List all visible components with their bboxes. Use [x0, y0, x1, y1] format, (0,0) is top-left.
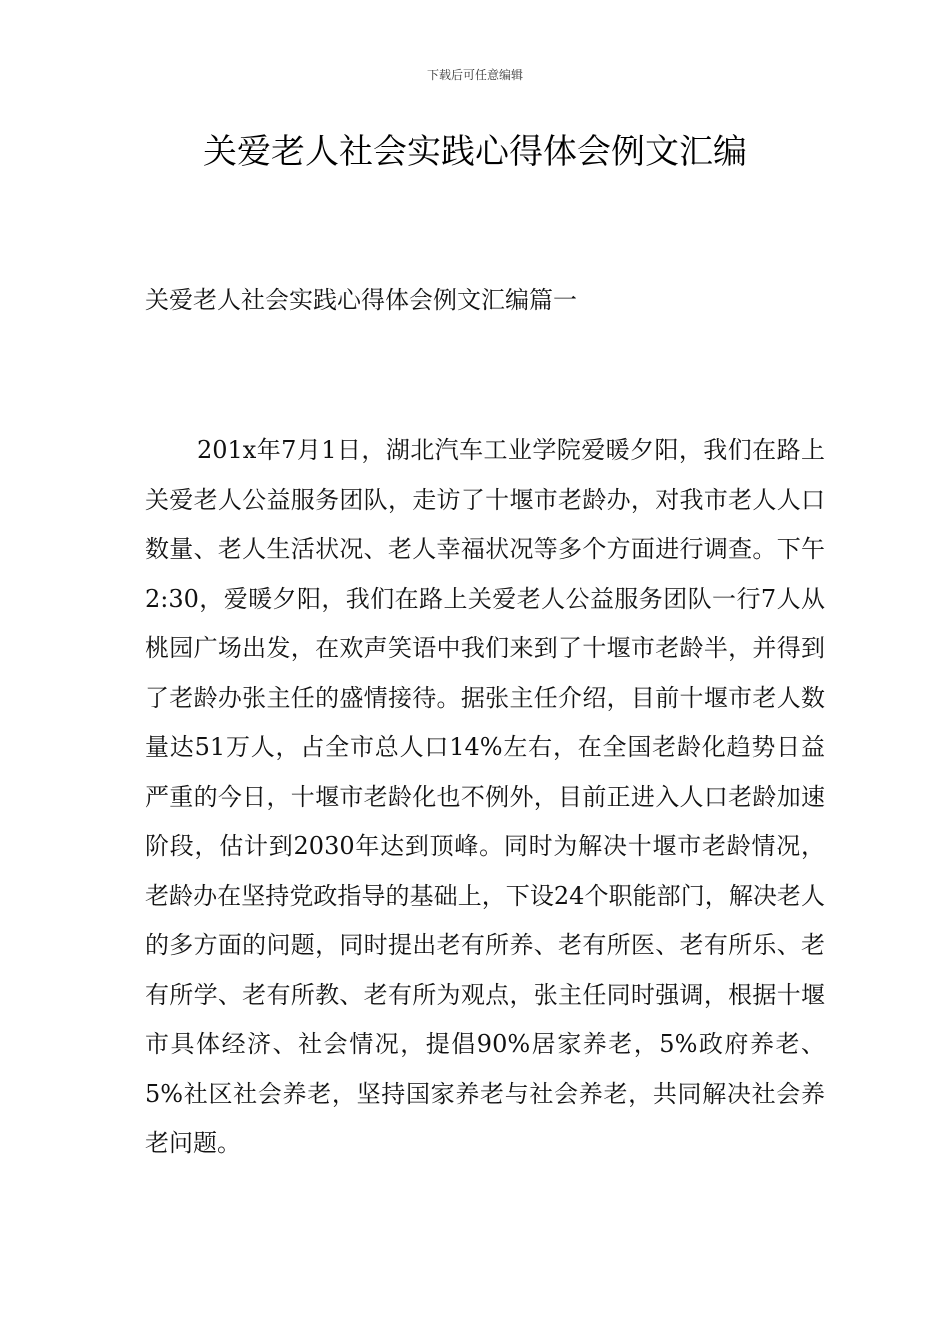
section-heading: 关爱老人社会实践心得体会例文汇编篇一 [145, 286, 577, 314]
body-paragraph: 201x年7月1日，湖北汽车工业学院爱暖夕阳，我们在路上关爱老人公益服务团队，走访了十堰市老龄办，对我市老人人口数量、老人生活状况、老人幸福状况等多个方面进行调查。下午2:30，爱暖夕阳，我们在路上关爱老人公益服务团队一行7人从桃园广场出发，在欢声笑语中我们来到了十堰市老龄半，并得到了老龄办张主任的盛情接待。据张主任介绍，目前十堰市老人数量达51万人，占全市总人口14%左右，在全国老龄化趋势日益严重的今日，十堰市老龄化也不例外，目前正进入人口老龄加速阶段，估计到2030年达到顶峰。同时为解决十堰市老龄情况，老龄办在坚持党政指导的基础上，下设24个职能部门，解决老人的多方面的问题，同时提出老有所养、老有所医、老有所乐、老有所学、老有所教、老有所为观点，张主任同时强调，根据十堰市具体经济、社会情况，提倡90%居家养老，5%政府养老、5%社区社会养老，坚持国家养老与社会养老，共同解决社会养老问题。 [145, 436, 825, 1157]
header-note: 下载后可任意编辑 [426, 68, 523, 82]
document-title: 关爱老人社会实践心得体会例文汇编 [203, 132, 747, 172]
